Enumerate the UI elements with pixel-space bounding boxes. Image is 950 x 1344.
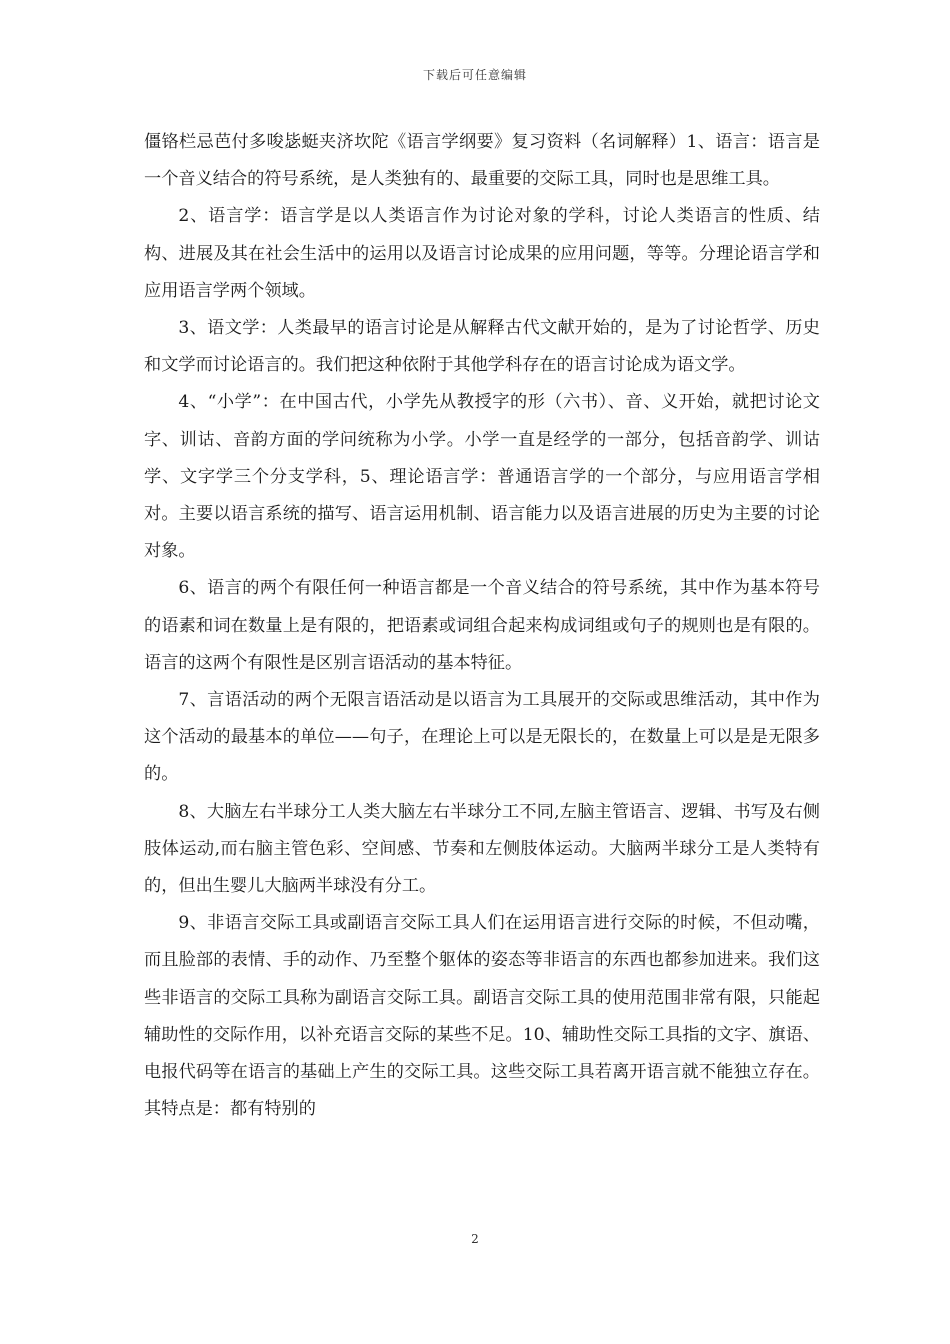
- page-number: 2: [471, 1232, 479, 1246]
- paragraph-6: 7、言语活动的两个无限言语活动是以语言为工具展开的交际或思维活动，其中作为这个活动的最基本的单位——句子，在理论上可以是无限长的，在数量上可以是是无限多的。: [144, 690, 820, 785]
- paragraph-5: 6、语言的两个有限任何一种语言都是一个音义结合的符号系统，其中作为基本符号的语素和词在数量上是有限的，把语素或词组合起来构成词组或句子的规则也是有限的。语言的这两个有限性是区别言语活动的基本特征。: [144, 578, 820, 673]
- page-header: 下载后可任意编辑: [422, 68, 527, 82]
- paragraph-4: 4、“小学”：在中国古代，小学先从教授字的形（六书）、音、义开始，就把讨论文字、训诂、音韵方面的学问统称为小学。小学一直是经学的一部分，包括音韵学、训诂学、文字学三个分支学科，5、理论语言学：普通语言学的一个部分，与应用语言学相对。主要以语言系统的描写、语言运用机制、语言能力以及语言进展的历史为主要的讨论对象。: [144, 392, 820, 562]
- paragraph-2: 2、语言学：语言学是以人类语言作为讨论对象的学科，讨论人类语言的性质、结构、进展及其在社会生活中的运用以及语言讨论成果的应用问题，等等。分理论语言学和应用语言学两个领域。: [144, 206, 820, 301]
- paragraph-7: 8、大脑左右半球分工人类大脑左右半球分工不同,左脑主管语言、逻辑、书写及右侧肢体运动,而右脑主管色彩、空间感、节奏和左侧肢体运动。大脑两半球分工是人类特有的，但出生婴儿大脑两半球没有分工。: [144, 801, 820, 897]
- paragraph-1: 僵铬栏忌芭付多唆毖蜓夹济坎陀《语言学纲要》复习资料（名词解释）1、语言：语言是一个音义结合的符号系统，是人类独有的、最重要的交际工具，同时也是思维工具。: [144, 132, 820, 190]
- document-body: [144, 124, 820, 1128]
- paragraph-3: 3、语文学：人类最早的语言讨论是从解释古代文献开始的，是为了讨论哲学、历史和文学而讨论语言的。我们把这种依附于其他学科存在的语言讨论成为语文学。: [144, 318, 820, 376]
- paragraph-8: 9、非语言交际工具或副语言交际工具人们在运用语言进行交际的时候，不但动嘴，而且脸部的表情、手的动作、乃至整个躯体的姿态等非语言的东西也都参加进来。我们这些非语言的交际工具称为副语言交际工具。副语言交际工具的使用范围非常有限，只能起辅助性的交际作用，以补充语言交际的某些不足。10、辅助性交际工具指的文字、旗语、电报代码等在语言的基础上产生的交际工具。这些交际工具若离开语言就不能独立存在。其特点是：都有特别的: [144, 913, 820, 1120]
